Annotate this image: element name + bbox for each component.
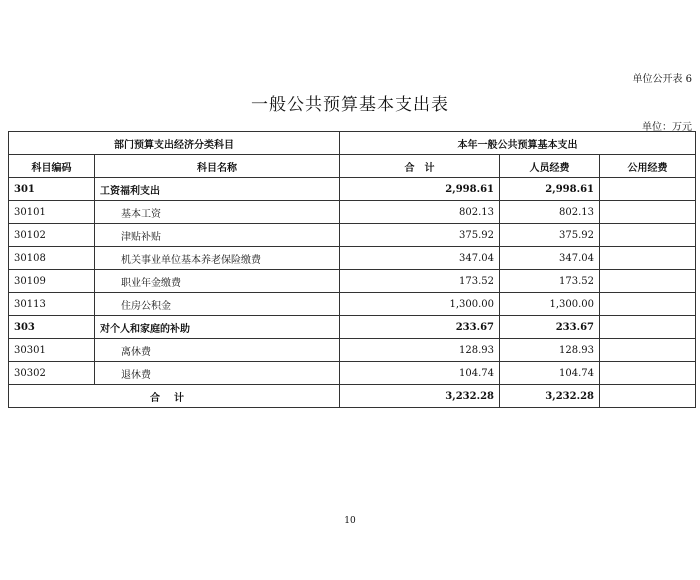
page-number: 10 — [344, 516, 356, 526]
row-total: 128.93 — [340, 339, 500, 362]
row-public — [600, 178, 696, 201]
row-personnel: 347.04 — [500, 247, 600, 270]
table-body — [9, 178, 696, 385]
table-row — [9, 178, 696, 201]
row-personnel: 128.93 — [500, 339, 600, 362]
row-code: 30302 — [9, 362, 95, 385]
row-name: 对个人和家庭的补助 — [95, 316, 340, 339]
table-row — [9, 339, 696, 362]
column-header-name: 科目名称 — [95, 155, 340, 178]
row-total: 347.04 — [340, 247, 500, 270]
table-row — [9, 316, 696, 339]
column-header-code: 科目编码 — [9, 155, 95, 178]
row-personnel: 173.52 — [500, 270, 600, 293]
row-code: 301 — [9, 178, 95, 201]
budget-table — [8, 131, 696, 408]
row-code: 30102 — [9, 224, 95, 247]
row-name: 工资福利支出 — [95, 178, 340, 201]
group-header-classification: 部门预算支出经济分类科目 — [9, 132, 340, 155]
row-name: 离休费 — [95, 339, 340, 362]
column-header-public: 公用经费 — [600, 155, 696, 178]
row-total: 2,998.61 — [340, 178, 500, 201]
row-public — [600, 362, 696, 385]
table-row — [9, 201, 696, 224]
row-personnel: 1,300.00 — [500, 293, 600, 316]
row-code: 30109 — [9, 270, 95, 293]
table-row — [9, 362, 696, 385]
column-header-personnel: 人员经费 — [500, 155, 600, 178]
row-personnel: 802.13 — [500, 201, 600, 224]
row-personnel: 2,998.61 — [500, 178, 600, 201]
row-total: 173.52 — [340, 270, 500, 293]
row-name: 退休费 — [95, 362, 340, 385]
row-public — [600, 339, 696, 362]
row-name: 职业年金缴费 — [95, 270, 340, 293]
column-header-total: 合 计 — [340, 155, 500, 178]
row-name: 住房公积金 — [95, 293, 340, 316]
row-public — [600, 316, 696, 339]
group-header-expenditure: 本年一般公共预算基本支出 — [340, 132, 696, 155]
row-total: 104.74 — [340, 362, 500, 385]
row-total: 1,300.00 — [340, 293, 500, 316]
total-label: 合计 — [9, 385, 340, 408]
total-public — [600, 385, 696, 408]
row-total: 802.13 — [340, 201, 500, 224]
row-code: 30113 — [9, 293, 95, 316]
total-personnel: 3,232.28 — [500, 385, 600, 408]
row-public — [600, 224, 696, 247]
row-code: 30108 — [9, 247, 95, 270]
form-number: 单位公开表 6 — [632, 74, 692, 85]
total-amount: 3,232.28 — [340, 385, 500, 408]
row-name: 基本工资 — [95, 201, 340, 224]
group-header-row — [9, 132, 696, 155]
table-row — [9, 247, 696, 270]
table-row — [9, 293, 696, 316]
row-code: 30101 — [9, 201, 95, 224]
row-total: 233.67 — [340, 316, 500, 339]
total-row — [9, 385, 696, 408]
table-row — [9, 224, 696, 247]
row-personnel: 104.74 — [500, 362, 600, 385]
row-public — [600, 293, 696, 316]
row-personnel: 375.92 — [500, 224, 600, 247]
column-header-row — [9, 155, 696, 178]
row-public — [600, 247, 696, 270]
row-public — [600, 270, 696, 293]
table-row — [9, 270, 696, 293]
row-name: 机关事业单位基本养老保险缴费 — [95, 247, 340, 270]
row-public — [600, 201, 696, 224]
row-total: 375.92 — [340, 224, 500, 247]
page-title: 一般公共预算基本支出表 — [251, 95, 449, 115]
row-name: 津贴补贴 — [95, 224, 340, 247]
row-personnel: 233.67 — [500, 316, 600, 339]
row-code: 303 — [9, 316, 95, 339]
row-code: 30301 — [9, 339, 95, 362]
unit-label: 单位：万元 — [642, 122, 692, 133]
